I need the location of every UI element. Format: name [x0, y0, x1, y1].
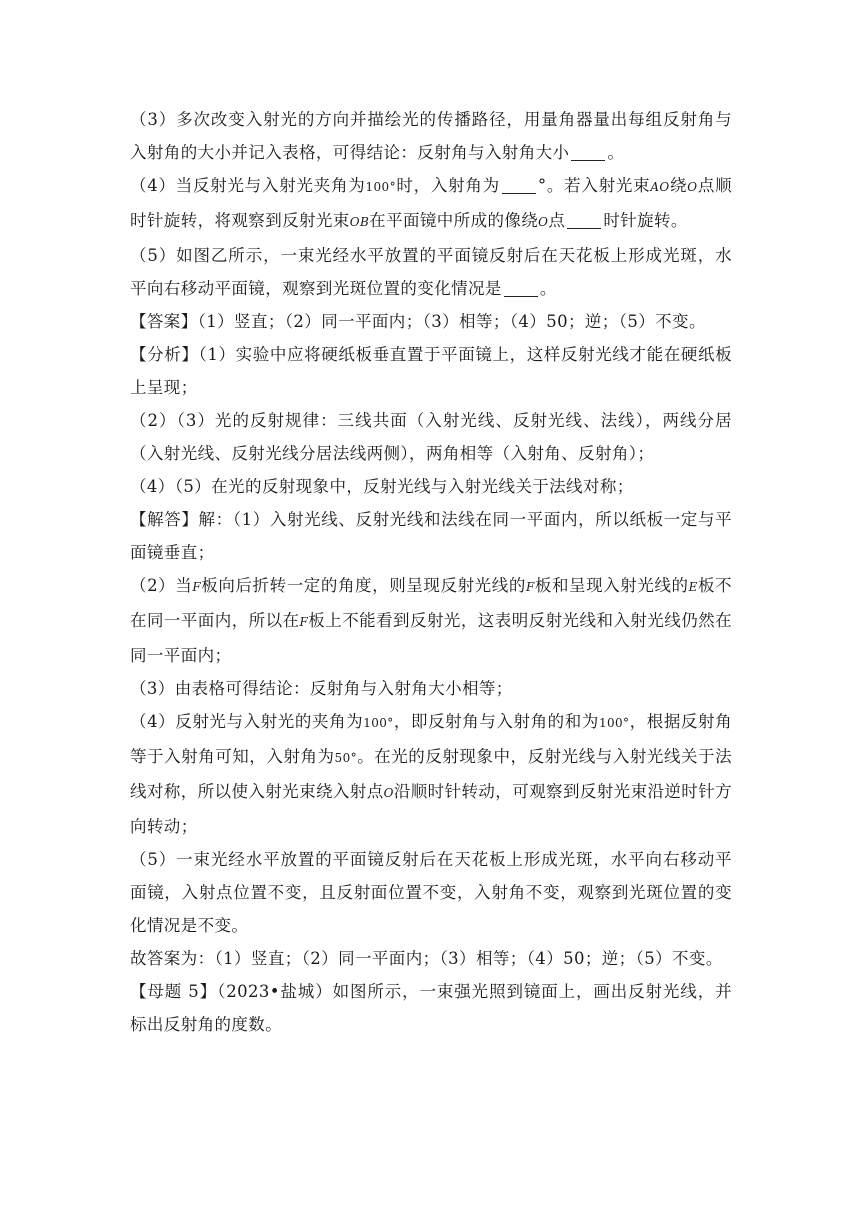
analysis-label: 【分析】: [130, 345, 199, 364]
solution-label: 【解答】: [130, 510, 199, 529]
question-label: 【母题 5】: [130, 982, 218, 1001]
solution-paragraph: （4）反射光与入射光的夹角为100°，即反射角与入射角的和为100°，根据反射角等于入射角可知，入射角为50°。在光的反射现象中，反射光线与入射光线关于法线对称，所以使入射光束绕入射点O沿顺时针转动，可观察到反射光束沿逆时针方向转动；: [130, 712, 733, 836]
document-page: [130, 103, 732, 1041]
question-text: （2023•盐城）如图所示，一束强光照到镜面上，画出反射光线，并标出反射角的度数。: [130, 982, 732, 1034]
analysis-paragraph: （2）（3）光的反射规律：三线共面（入射光线、反射光线、法线），两线分居（入射光线、反射光线分居法线两侧），两角相等（入射角、反射角）；: [130, 411, 732, 463]
question-4: （4）当反射光与入射光夹角为100°时，入射角为 °。若入射光束AO绕O点顺时针旋转，将观察到反射光束OB在平面镜中所成的像绕O点 时针旋转。: [130, 176, 732, 230]
answer-section: [130, 305, 732, 338]
answer-label: 【答案】: [130, 312, 198, 331]
answer-blank: [504, 280, 538, 297]
answer-blank: [567, 212, 601, 229]
analysis-section: 【分析】（1）实验中应将硬纸板垂直置于平面镜上，这样反射光线才能在硬纸板上呈现；: [130, 345, 732, 397]
solution-section: 【解答】解：（1）入射光线、反射光线和法线在同一平面内，所以纸板一定与平面镜垂直；: [130, 510, 732, 562]
solution-paragraph: （3）由表格可得结论：反射角与入射角大小相等；: [130, 679, 513, 698]
answer-text: （1）竖直；（2）同一平面内；（3）相等；（4）50；逆；（5）不变。: [197, 312, 706, 331]
analysis-paragraph: （4）（5）在光的反射现象中，反射光线与入射光线关于法线对称；: [130, 477, 634, 496]
question-5: （5）如图乙所示，一束光经水平放置的平面镜反射后在天花板上形成光斑，水平向右移动平面镜，观察到光斑位置的变化情况是 。: [130, 246, 732, 298]
next-question: [130, 975, 732, 1041]
solution-paragraph: （5）一束光经水平放置的平面镜反射后在天花板上形成光斑，水平向右移动平面镜，入射点位置不变，且反射面位置不变，入射角不变，观察到光斑位置的变化情况是不变。: [130, 850, 732, 935]
answer-blank: [502, 177, 536, 194]
answer-blank: [571, 144, 605, 161]
solution-paragraph: （2）当F板向后折转一定的角度，则呈现反射光线的F板和呈现入射光线的E板不在同一平面内，所以在F板上不能看到反射光，这表明反射光线和入射光线仍然在同一平面内；: [130, 576, 733, 665]
conclusion: 故答案为：（1）竖直；（2）同一平面内；（3）相等；（4）50；逆；（5）不变。: [130, 949, 723, 968]
question-3: （3）多次改变入射光的方向并描绘光的传播路径，用量角器量出每组反射角与入射角的大小并记入表格，可得结论：反射角与入射角大小 。: [130, 110, 732, 162]
